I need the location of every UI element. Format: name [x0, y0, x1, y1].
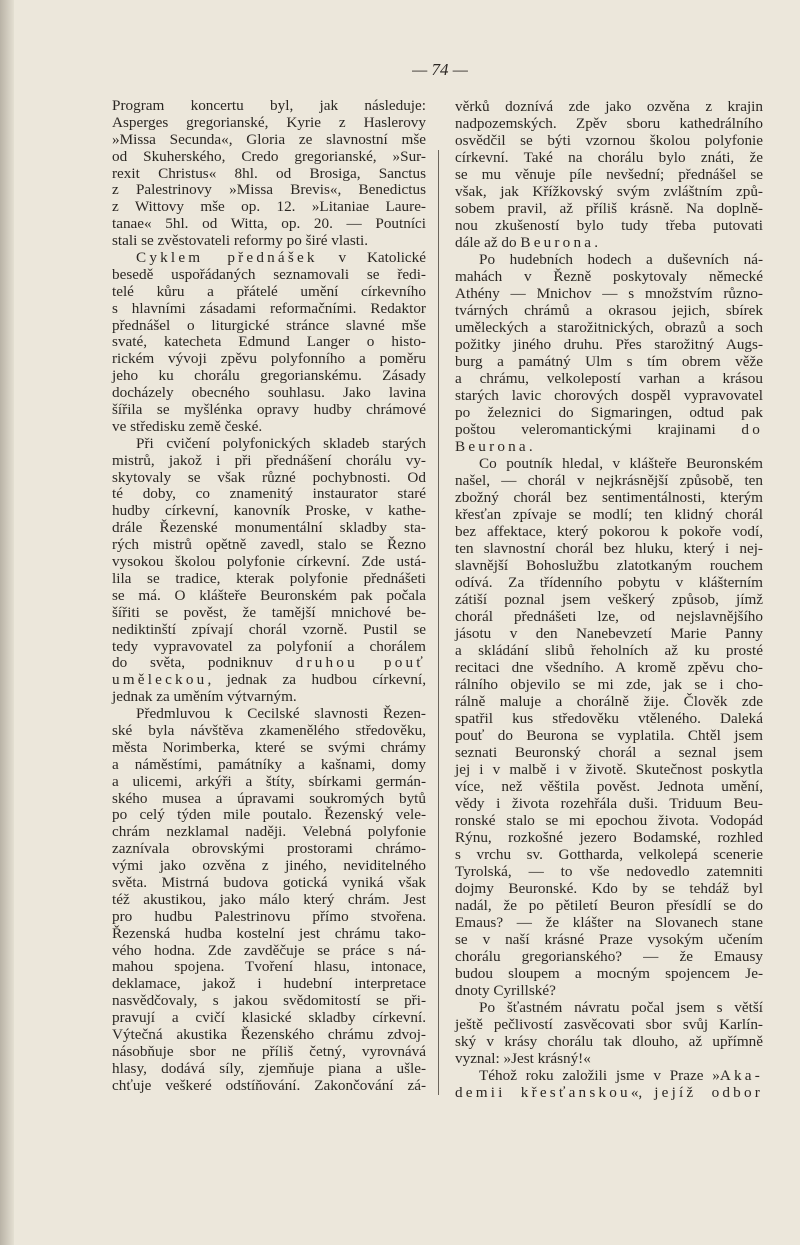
text-line: z Wittovy mše op. 12. »Litaniae Laure- — [112, 198, 426, 216]
text-line: křesťan zpívaje se modlí; ten klidný chorál — [455, 506, 763, 523]
text-span: do světa, podniknuv — [112, 654, 296, 672]
paragraph — [112, 706, 426, 1094]
text-line: mahách v Řezně poskytovaly německé — [455, 268, 763, 285]
text-line: stali se zvěstovateli reformy po širé vlasti. — [112, 232, 369, 250]
text-line: města Norimberka, které se svými chrámy — [112, 738, 426, 756]
column-divider — [438, 150, 439, 1095]
text-line: vysokou školou polyfonie církevní. Zde ustá- — [112, 553, 426, 571]
text-line: chorálu gregorianského? — že Emausy — [455, 948, 763, 965]
text-line: rálního objevilo se mi zde, jak se i cho- — [455, 676, 763, 693]
text-line: rickém vývoji zpěvu polyfonního a poměru — [112, 350, 426, 368]
text-column-left — [112, 98, 426, 1095]
text-line: dojmy Beuronské. Kdo by se tehdáž byl — [455, 880, 763, 897]
text-line: a ulicemi, arkýři a štíty, sbírkami germán- — [112, 772, 426, 790]
text-line: a chrámu, velkolepostí varhan a krásou — [455, 370, 763, 387]
text-line: telé kůru a přátelé umění církevního — [112, 282, 426, 300]
text-column-right — [455, 98, 763, 1101]
text-span: Téhož roku založili jsme v Praze » — [479, 1067, 720, 1084]
text-line: nadpozemských. Zpěv sboru kathedrálního — [455, 115, 763, 132]
text-span: dále až do — [455, 234, 521, 251]
text-span: «, — [630, 1084, 655, 1101]
text-line: věrků doznívá zde jako ozvěna z krajin — [455, 98, 763, 115]
text-line: burg a památný Ulm s tím obrem věže — [455, 353, 763, 370]
text-line: jásotu v den Nanebevzetí Marie Panny — [455, 625, 763, 642]
paragraph — [112, 98, 426, 250]
text-line: zbožný chorál bez sentimentálnosti, kterým — [455, 489, 763, 506]
text-line: Po hudebních hodech a duševních ná- — [479, 251, 763, 268]
text-line: tedy vypravovatel za polyfonií a chorálem — [112, 637, 426, 655]
text-line: Výtečná akustika Řezenského chrámu zdvoj- — [112, 1025, 426, 1043]
text-line: jednak za uměním výtvarným. — [112, 688, 297, 706]
paragraph — [455, 455, 763, 999]
text-line: hudby církevní, kanovník Proske, v kathe- — [112, 502, 426, 520]
text-line: přednášel o liturgické stránce slavné mše — [112, 316, 426, 334]
page-number: — 74 — — [412, 60, 468, 79]
text-line: vého hodna. Zde zavděčuje se práce s ná- — [112, 941, 426, 959]
emphasized-text: uměleckou — [112, 671, 208, 689]
emphasized-text: Aka- — [719, 1067, 763, 1084]
text-line: světa. Mistrná budova gotická vyniká však — [112, 873, 426, 891]
text-line — [455, 421, 763, 438]
text-line: chorál přednášeti lze, od nejslavnějšího — [455, 608, 763, 625]
text-line: nasvědčovaly, s jakou svědomitostí se při- — [112, 992, 426, 1010]
emphasized-text: Beurona. — [520, 234, 602, 251]
text-line: ské byla návštěva zkamenělého středověku, — [112, 721, 426, 739]
text-line — [455, 438, 763, 455]
text-line: rexit Christus« 8hl. od Brosiga, Sanctus — [112, 164, 426, 182]
text-line: osvědčil se býti vzornou školou polyfonie — [455, 132, 763, 149]
text-line: Po šťastném návratu počal jsem s větší — [479, 999, 763, 1016]
text-span: , jednak za hudbou církevní, — [207, 671, 426, 689]
text-line: se má. O klášteře Beuronském pak počala — [112, 586, 426, 604]
text-line: více, než věštila pověst. Jednota umění, — [455, 778, 763, 795]
text-line: rálně maluje a chorálně žije. Člověk zde — [455, 693, 763, 710]
text-line: vyznal: »Jest krásný!« — [455, 1050, 591, 1067]
text-line: Athény — Mnichov — s množstvím různo- — [455, 285, 763, 302]
text-line: svaté, katecheta Edmund Langer o histo- — [112, 333, 426, 351]
text-line: od Skuherského, Credo gregorianské, »Sur- — [112, 147, 426, 165]
emphasized-text: demii křesťanskou — [455, 1084, 631, 1101]
text-line: po celý týden mile poutalo. Řezenský vele- — [112, 806, 426, 824]
text-line: Řezenská hudba kostelní jest chrámu tako- — [112, 924, 426, 942]
text-line: Tyrolská, — to vše nedovedlo zatemniti — [455, 863, 763, 880]
text-line: seznati Beuronský chorál a seznal jsem — [455, 744, 763, 761]
text-line: Co poutník hledal, v klášteře Beuronském — [479, 455, 763, 472]
text-line: zaznívala obrovskými prostorami chrámo- — [112, 840, 426, 858]
text-line: násobňuje sbor ne příliš četný, vyrovnává — [112, 1042, 426, 1060]
text-line: ve středisku země české. — [112, 417, 263, 435]
text-line: též akustikou, jako málo který chrám. Jest — [112, 890, 426, 908]
text-line: po železnici do Sigmaringen, odtud pak — [455, 404, 763, 421]
text-line: dnoty Cyrillské? — [455, 982, 556, 999]
text-line: zátiší poznal jsem veškerý způsob, jímž — [455, 591, 763, 608]
emphasized-text: do — [741, 421, 763, 438]
text-line: sobem pravil, až příliš krásně. Na doplně- — [455, 200, 763, 217]
text-line: besedě uspořádaných seznamovali se ředi- — [112, 265, 426, 283]
text-line: budou sloupem a mocným spojencem Je- — [455, 965, 763, 982]
text-line: uměleckých a starožitnických, obrazů a soch — [455, 319, 763, 336]
text-line: tanae« 5hl. od Witta, op. 20. — Poutníci — [112, 215, 426, 233]
text-line: Při cvičení polyfonických skladeb starých — [136, 434, 426, 452]
text-line: ského musea a úpravami soukromých bytů — [112, 789, 426, 807]
text-line: z Palestrinovy »Missa Brevis«, Benedictus — [112, 181, 426, 199]
text-line — [455, 1084, 763, 1101]
text-line: chťuje veškeré odstíňování. Zakončování zá- — [112, 1076, 426, 1094]
text-line: odívá. Za třídenního pobytu v klášterním — [455, 574, 763, 591]
text-line: a skládání slibů řeholních až ku prosté — [455, 642, 763, 659]
text-span: v Katolické — [317, 249, 427, 267]
text-span: poštou veleromantickými krajinami — [455, 421, 742, 438]
emphasized-text: Beurona. — [455, 438, 536, 455]
text-line: mistrů, jakož i při přednášení chorálu vy- — [112, 451, 426, 469]
text-line: se mu věnuje píle nevšední; přednášel se — [455, 166, 763, 183]
text-line: slavnější Bohoslužbu zlatotkaným rouchem — [455, 557, 763, 574]
text-line: ronské stalo se mi epochou života. Vodopád — [455, 812, 763, 829]
text-line: Program koncertu byl, jak následuje: — [112, 97, 426, 114]
paragraph — [455, 251, 763, 455]
text-line: požitky jiného druhu. Přes starožitný Augs- — [455, 336, 763, 353]
text-line: Asperges gregorianské, Kyrie z Haslerovy — [112, 113, 426, 131]
text-line: chrám nezklamal naději. Velebná polyfonie — [112, 823, 426, 841]
text-line: jej i v malbě i v životě. Skutečnost poskytla — [455, 761, 763, 778]
text-line — [112, 672, 426, 689]
text-line: a náměstími, památníky a kašnami, domy — [112, 755, 426, 773]
text-line: nediktinští zpívají chorál vzorně. Pustil se — [112, 620, 426, 638]
text-line: tvárných chrámů a okrasou jejich, sbírek — [455, 302, 763, 319]
text-line: mahou spojena. Tvoření hlasu, intonace, — [112, 958, 426, 976]
text-line — [112, 250, 426, 267]
paragraph — [455, 999, 763, 1067]
text-line: se v naší krásné Praze vysokým učením — [455, 931, 763, 948]
text-line: s vrchu sv. Gottharda, velkolepá scenerie — [455, 846, 763, 863]
text-line: nou zkušeností bylo tudy třeba putovati — [455, 217, 763, 234]
text-line: vými jako ozvěna z jiného, neviditelného — [112, 857, 426, 875]
text-line: šířiti se pověst, že tamější mnichové be- — [112, 603, 426, 621]
text-line: ještě pečlivostí zasvěcovati sbor svůj Karlín- — [455, 1016, 763, 1033]
text-line: našel, — chorál v nejkrásnější způsobě, ten — [455, 472, 763, 489]
paragraph — [455, 98, 763, 251]
emphasized-text: druhou pouť — [295, 654, 426, 672]
paragraph — [455, 1067, 763, 1101]
text-line: vědy i života rozehřála duši. Triduum Beu- — [455, 795, 763, 812]
text-line: lila se tradice, kterak polyfonie přednášeti — [112, 569, 426, 587]
text-line: však, jak Křížkovský svým zvláštním způ- — [455, 183, 763, 200]
text-line: Rýnu, rozkošné jezero Bodamské, rozhled — [455, 829, 763, 846]
text-line: s hlavními zásadami reformačními. Redaktor — [112, 299, 426, 317]
text-line: starých lavic chorových dospěl vypravovatel — [455, 387, 763, 404]
text-line: církevní. Také na chorálu bylo znáti, že — [455, 149, 763, 166]
text-line: rých mistrů opětně zavedl, stalo se Řezno — [112, 536, 426, 554]
text-line: recitaci dne všedního. A kromě zpěvu cho- — [455, 659, 763, 676]
text-line: nadál, že po pětiletí Beuron přesídlí se do — [455, 897, 763, 914]
text-line — [455, 1067, 763, 1084]
paragraph — [112, 436, 426, 706]
text-line: hlasy, dodává síly, zjemňuje piana a ušle- — [112, 1059, 426, 1077]
text-line: drále Řezenské monumentální skladby sta- — [112, 519, 426, 537]
paragraph — [112, 250, 426, 436]
text-line: ten slavnostní chorál bez hluku, který i nej- — [455, 540, 763, 557]
text-line: pouť do Beurona se vyplatila. Chtěl jsem — [455, 727, 763, 744]
text-line: bez affektace, který pokorou k pokoře vodí, — [455, 523, 763, 540]
emphasized-text: Cyklem přednášek — [136, 249, 318, 267]
text-line: ský v krásy chorálu tak dlouho, až upřímně — [455, 1033, 763, 1050]
text-line: pro hudbu Palestrinovu přímo stvořena. — [112, 907, 426, 925]
text-line: docházely obecného souhlasu. Jako lavina — [112, 384, 426, 402]
text-line: deklamace, jakož i hudební interpretace — [112, 975, 426, 993]
text-line: pravují a cvičí klasické skladby církevní. — [112, 1009, 426, 1027]
text-line: Předmluvou k Cecilské slavnosti Řezen- — [136, 705, 426, 723]
scan-edge-shadow — [0, 0, 14, 1245]
text-line: »Missa Secunda«, Gloria ze slavnostní mše — [112, 130, 426, 148]
text-line: té doby, co znamenitý instaurator staré — [112, 485, 426, 503]
emphasized-text: jejíž odbor — [654, 1084, 763, 1101]
text-line: šířila se myšlénka opravy hudby chrámové — [112, 401, 426, 419]
text-line: jeho ku chorálu gregorianskému. Zásady — [112, 367, 426, 385]
text-line: skytovaly se však různé pochybnosti. Od — [112, 468, 426, 486]
text-line — [455, 234, 763, 251]
text-line — [112, 655, 426, 672]
text-line: Emaus? — že klášter na Slovanech stane — [455, 914, 763, 931]
text-line: spatřil kus středověku vtěleného. Daleká — [455, 710, 763, 727]
